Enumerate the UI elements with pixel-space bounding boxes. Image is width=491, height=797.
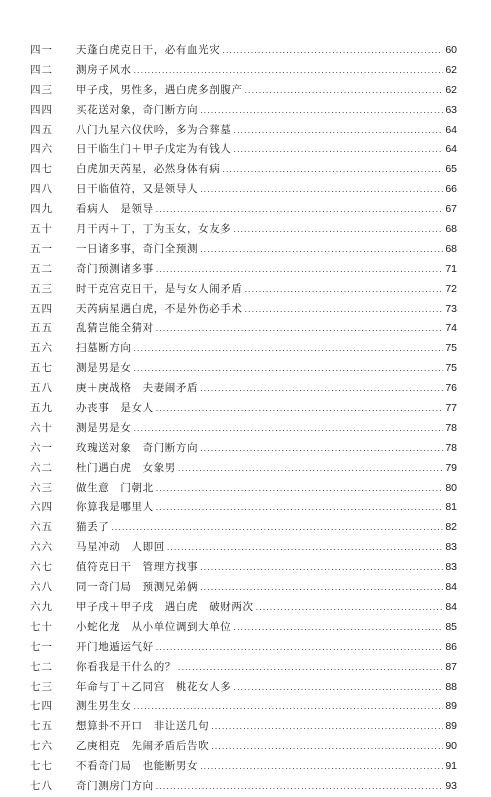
- toc-dot-leader: [156, 498, 444, 518]
- toc-entry-page-number: 83: [445, 541, 457, 554]
- toc-entry-page-number: 65: [445, 163, 457, 176]
- toc-entry[interactable]: [30, 618, 457, 638]
- toc-dot-leader: [222, 160, 443, 180]
- toc-entry-title: 甲子戌＋甲子戌 遇白虎 破财两次: [76, 600, 254, 613]
- toc-entry-title: 测房子风水: [76, 63, 132, 76]
- toc-entry-title: 看病人 是领导: [76, 203, 154, 216]
- toc-entry[interactable]: [30, 538, 457, 558]
- toc-entry-title: 时干克宫克日干，是与女人闹矛盾: [76, 282, 243, 295]
- toc-dot-leader: [156, 777, 444, 797]
- toc-dot-leader: [200, 757, 443, 777]
- toc-entry-page-number: 62: [445, 63, 457, 76]
- toc-entry-title: 年命与丁＋乙同宫 桃花女人多: [76, 680, 232, 693]
- toc-entry-page-number: 82: [445, 521, 457, 534]
- toc-entry-page-number: 90: [445, 740, 457, 753]
- toc-entry-page-number: 77: [445, 402, 457, 415]
- toc-entry-title: 天芮病星遇白虎，不是外伤必手术: [76, 302, 243, 315]
- toc-entry-number: 六六: [30, 541, 53, 554]
- toc-entry[interactable]: [30, 200, 457, 220]
- toc-entry-page-number: 86: [445, 640, 457, 653]
- toc-entry[interactable]: [30, 61, 457, 81]
- toc-entry[interactable]: [30, 518, 457, 538]
- toc-entry-number: 四七: [30, 163, 53, 176]
- toc-dot-leader: [156, 638, 444, 658]
- toc-entry-title: 开门地遁运气好: [76, 640, 154, 653]
- toc-entry-title: 日干临生门＋甲子戊定为有钱人: [76, 143, 232, 156]
- toc-entry-page-number: 66: [445, 183, 457, 196]
- toc-entry-page-number: 88: [445, 680, 457, 693]
- toc-entry[interactable]: [30, 220, 457, 240]
- toc-dot-leader: [156, 200, 444, 220]
- toc-dot-leader: [222, 41, 443, 61]
- toc-entry-title: 乱猜岂能全猜对: [76, 322, 154, 335]
- toc-entry-page-number: 68: [445, 223, 457, 236]
- toc-entry[interactable]: [30, 300, 457, 320]
- toc-entry-title: 天蓬白虎克日干，必有血光灾: [76, 44, 221, 56]
- toc-dot-leader: [178, 459, 443, 479]
- toc-entry-number: 五二: [30, 262, 53, 275]
- toc-entry-title: 奇门测房门方向: [76, 779, 154, 792]
- toc-dot-leader: [178, 658, 443, 678]
- toc-entry-title: 猫丢了: [76, 521, 110, 534]
- toc-dot-leader: [200, 240, 443, 260]
- toc-dot-leader: [233, 121, 443, 141]
- toc-entry-number: 五八: [30, 382, 53, 395]
- toc-entry[interactable]: [30, 121, 457, 141]
- toc-entry[interactable]: [30, 140, 457, 160]
- toc-entry-number: 六八: [30, 581, 53, 594]
- toc-entry-title: 你算我是哪里人: [76, 501, 154, 514]
- toc-entry-number: 七一: [30, 640, 53, 653]
- toc-dot-leader: [200, 379, 443, 399]
- toc-entry-title: 乙庚相克 先闹矛盾后告吹: [76, 740, 210, 753]
- toc-entry-number: 五一: [30, 242, 53, 255]
- toc-entry[interactable]: [30, 498, 457, 518]
- toc-entry-number: 五四: [30, 302, 53, 315]
- toc-entry-title: 值符克日干 管理方找事: [76, 561, 199, 574]
- toc-entry-title: 同一奇门局 预测兄弟俩: [76, 581, 199, 594]
- toc-entry-number: 五十: [30, 223, 53, 236]
- toc-entry-number: 七二: [30, 660, 53, 673]
- toc-dot-leader: [156, 260, 444, 280]
- toc-entry-page-number: 68: [445, 242, 457, 255]
- toc-dot-leader: [200, 101, 443, 121]
- toc-entry-title: 做生意 门朝北: [76, 481, 154, 494]
- toc-entry-page-number: 80: [445, 481, 457, 494]
- toc-dot-leader: [211, 737, 443, 757]
- toc-entry-title: 月干丙＋丁，丁为玉女，女友多: [76, 223, 232, 236]
- toc-entry-page-number: 64: [445, 123, 457, 136]
- toc-entry-number: 四九: [30, 203, 53, 216]
- toc-entry[interactable]: [30, 697, 457, 717]
- toc-entry-page-number: 76: [445, 382, 457, 395]
- toc-entry-number: 五六: [30, 342, 53, 355]
- toc-entry-number: 六五: [30, 521, 53, 534]
- toc-entry-page-number: 91: [445, 760, 457, 773]
- toc-entry[interactable]: [30, 638, 457, 658]
- toc-entry-number: 四八: [30, 183, 53, 196]
- toc-dot-leader: [233, 220, 443, 240]
- toc-entry[interactable]: [30, 41, 457, 61]
- toc-entry-title: 你看我是干什么的？: [76, 660, 176, 673]
- toc-entry-title: 庚＋庚战格 夫妻闹矛盾: [76, 382, 199, 395]
- toc-entry-page-number: 75: [445, 342, 457, 355]
- toc-entry[interactable]: [30, 598, 457, 618]
- toc-entry-number: 六九: [30, 600, 53, 613]
- toc-entry-number: 七八: [30, 779, 53, 792]
- toc-entry-page-number: 64: [445, 143, 457, 156]
- toc-entry-number: 六三: [30, 481, 53, 494]
- toc-entry-page-number: 79: [445, 461, 457, 474]
- toc-entry-page-number: 62: [445, 83, 457, 96]
- toc-entry[interactable]: [30, 479, 457, 499]
- toc-entry-number: 七四: [30, 700, 53, 713]
- toc-entry[interactable]: [30, 777, 457, 797]
- toc-entry-title: 白虎加天芮星，必然身体有病: [76, 163, 221, 176]
- toc-entry-page-number: 89: [445, 700, 457, 713]
- toc-entry-number: 七十: [30, 620, 53, 633]
- toc-dot-leader: [233, 678, 443, 698]
- toc-entry-title: 办丧事 是女人: [76, 402, 154, 415]
- toc-dot-leader: [156, 399, 444, 419]
- toc-entry[interactable]: [30, 558, 457, 578]
- toc-entry[interactable]: [30, 240, 457, 260]
- toc-entry[interactable]: [30, 101, 457, 121]
- toc-entry[interactable]: [30, 379, 457, 399]
- toc-dot-leader: [134, 61, 444, 81]
- toc-entry-title: 测是男是女: [76, 421, 132, 434]
- toc-dot-leader: [200, 578, 443, 598]
- toc-dot-leader: [200, 180, 443, 200]
- toc-entry[interactable]: [30, 160, 457, 180]
- toc-entry-page-number: 84: [445, 600, 457, 613]
- toc-entry[interactable]: [30, 280, 457, 300]
- toc-dot-leader: [233, 140, 443, 160]
- toc-entry-number: 六十: [30, 421, 53, 434]
- toc-entry-title: 马星冲动 人即回: [76, 541, 165, 554]
- toc-entry-title: 奇门预测诸多事: [76, 262, 154, 275]
- table-of-contents: [30, 41, 457, 797]
- toc-dot-leader: [167, 538, 444, 558]
- toc-entry-page-number: 75: [445, 362, 457, 375]
- toc-entry-title: 不看奇门局 也能断男女: [76, 760, 199, 773]
- toc-entry[interactable]: [30, 399, 457, 419]
- toc-entry-number: 五三: [30, 282, 53, 295]
- toc-entry-number: 六一: [30, 441, 53, 454]
- toc-entry-page-number: 72: [445, 282, 457, 295]
- toc-entry[interactable]: [30, 678, 457, 698]
- toc-entry-page-number: 87: [445, 660, 457, 673]
- toc-entry-page-number: 83: [445, 561, 457, 574]
- toc-entry-page-number: 89: [445, 720, 457, 733]
- toc-entry-page-number: 73: [445, 302, 457, 315]
- toc-entry-number: 七五: [30, 720, 53, 733]
- toc-entry-number: 五七: [30, 362, 53, 375]
- toc-entry-title: 小蛇化龙 从小单位调到大单位: [76, 620, 232, 633]
- toc-entry-title: 日干临值符，又是领导人: [76, 183, 199, 196]
- toc-entry-page-number: 78: [445, 441, 457, 454]
- toc-dot-leader: [134, 359, 444, 379]
- toc-entry-title: 一日诸多事，奇门全预测: [76, 242, 199, 255]
- toc-entry-page-number: 81: [445, 501, 457, 514]
- toc-dot-leader: [156, 319, 444, 339]
- toc-entry-number: 五五: [30, 322, 53, 335]
- toc-entry-number: 六四: [30, 501, 53, 514]
- toc-entry-title: 想算卦不开口 非让送几句: [76, 720, 210, 733]
- toc-entry[interactable]: [30, 717, 457, 737]
- toc-entry-title: 杜门遇白虎 女象男: [76, 461, 176, 474]
- toc-dot-leader: [134, 339, 444, 359]
- toc-entry-number: 七六: [30, 740, 53, 753]
- toc-dot-leader: [111, 518, 443, 538]
- toc-dot-leader: [134, 419, 444, 439]
- toc-entry-title: 玫瑰送对象 奇门断方向: [76, 441, 199, 454]
- toc-entry-number: 七三: [30, 680, 53, 693]
- toc-entry-page-number: 63: [445, 103, 457, 116]
- toc-dot-leader: [245, 300, 444, 320]
- toc-entry-title: 测生男生女: [76, 700, 132, 713]
- toc-entry-number: 四五: [30, 123, 53, 136]
- toc-entry[interactable]: [30, 737, 457, 757]
- toc-entry[interactable]: [30, 658, 457, 678]
- toc-entry[interactable]: [30, 359, 457, 379]
- toc-entry-title: 八门九星六仪伏吟，多为合葬墓: [76, 123, 232, 136]
- toc-dot-leader: [200, 558, 443, 578]
- toc-entry-number: 四四: [30, 103, 53, 116]
- toc-entry[interactable]: [30, 180, 457, 200]
- toc-dot-leader: [200, 439, 443, 459]
- toc-entry[interactable]: [30, 578, 457, 598]
- toc-dot-leader: [245, 280, 444, 300]
- toc-entry-title: 甲子戌，男性多，遇白虎多剖腹产: [76, 83, 243, 96]
- toc-entry[interactable]: [30, 459, 457, 479]
- toc-entry-page-number: 85: [445, 620, 457, 633]
- toc-entry-page-number: 74: [445, 322, 457, 335]
- toc-entry-page-number: 78: [445, 421, 457, 434]
- toc-entry-page-number: 71: [445, 262, 457, 275]
- toc-entry[interactable]: [30, 439, 457, 459]
- toc-entry-number: 四三: [30, 83, 53, 96]
- toc-dot-leader: [156, 479, 444, 499]
- toc-entry[interactable]: [30, 419, 457, 439]
- toc-entry[interactable]: [30, 260, 457, 280]
- toc-entry-number: 七七: [30, 760, 53, 773]
- toc-dot-leader: [233, 618, 443, 638]
- toc-dot-leader: [245, 81, 444, 101]
- toc-entry-number: 四一: [30, 44, 53, 56]
- toc-entry-number: 六七: [30, 561, 53, 574]
- toc-entry[interactable]: [30, 319, 457, 339]
- toc-entry-number: 四二: [30, 63, 53, 76]
- toc-entry-title: 扫墓断方向: [76, 342, 132, 355]
- toc-entry-number: 五九: [30, 402, 53, 415]
- toc-entry-title: 买花送对象，奇门断方向: [76, 103, 199, 116]
- toc-entry-number: 四六: [30, 143, 53, 156]
- toc-entry-page-number: 67: [445, 203, 457, 216]
- toc-entry-title: 测是男是女: [76, 362, 132, 375]
- toc-dot-leader: [256, 598, 444, 618]
- toc-entry-page-number: 60: [445, 44, 457, 56]
- toc-entry[interactable]: [30, 757, 457, 777]
- toc-dot-leader: [134, 697, 444, 717]
- toc-entry-page-number: 84: [445, 581, 457, 594]
- toc-dot-leader: [211, 717, 443, 737]
- toc-entry-number: 六二: [30, 461, 53, 474]
- toc-entry[interactable]: [30, 81, 457, 101]
- toc-entry-page-number: 93: [445, 779, 457, 792]
- toc-entry[interactable]: [30, 339, 457, 359]
